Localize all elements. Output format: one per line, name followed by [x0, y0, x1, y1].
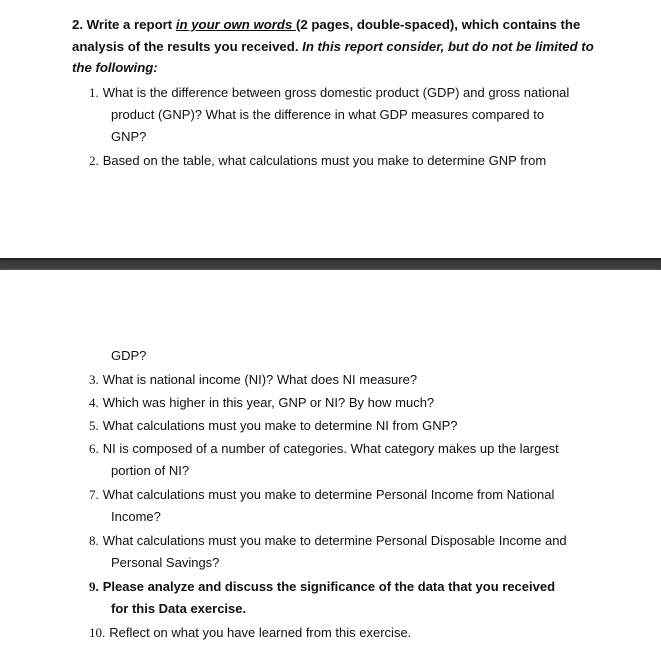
list-item-number: 1.	[89, 85, 99, 100]
list-item-number: 2.	[89, 153, 99, 168]
list-item-1-continuation-2: GNP?	[111, 129, 147, 144]
list-item-number: 6.	[89, 441, 99, 456]
list-item-number: 5.	[89, 418, 99, 433]
list-item-number: 4.	[89, 395, 99, 410]
list-item-number: 10.	[89, 625, 106, 640]
list-item-number: 7.	[89, 487, 99, 502]
list-item-text: Which was higher in this year, GNP or NI? By how much?	[102, 395, 435, 410]
document-page-top	[0, 0, 661, 258]
list-item-6-continuation-1: portion of NI?	[111, 463, 190, 478]
list-item-6	[89, 438, 609, 460]
heading-lead: 2. Write a report	[72, 17, 176, 32]
page-break-divider	[0, 258, 661, 270]
heading-italic-instruction: In this report consider, but do not be limited to the following:	[72, 38, 594, 75]
list-item-number: 8.	[89, 533, 99, 548]
list-item-text: What calculations must you make to determine NI from GNP?	[102, 418, 458, 433]
heading-underlined-phrase: in your own words	[175, 17, 296, 32]
list-item-1-continuation-1: product (GNP)? What is the difference in what GDP measures compared to	[111, 107, 545, 122]
list-item-8	[89, 530, 609, 552]
list-item-text: What calculations must you make to determine Personal Disposable Income and	[102, 533, 567, 548]
list-item-text: What calculations must you make to determine Personal Income from National	[102, 487, 555, 502]
list-item-text: Based on the table, what calculations must you make to determine GNP from	[102, 153, 547, 168]
list-item-text: Reflect on what you have learned from this exercise.	[109, 625, 412, 640]
list-item-4	[89, 392, 609, 414]
list-item-5	[89, 415, 609, 437]
list-item-8-continuation-1: Personal Savings?	[111, 555, 220, 570]
list-item-number: 3.	[89, 372, 99, 387]
list-item-7-continuation-1: Income?	[111, 509, 161, 524]
list-item-text: What is national income (NI)? What does NI measure?	[102, 372, 418, 387]
list-item-7	[89, 484, 609, 506]
list-item-text: NI is composed of a number of categories. What category makes up the largest	[102, 441, 559, 456]
list-item-text: Please analyze and discuss the significance of the data that you received	[102, 579, 556, 594]
list-item-3	[89, 369, 609, 391]
list-item-text: What is the difference between gross domestic product (GDP) and gross national	[102, 85, 570, 100]
list-item-2	[89, 150, 609, 172]
list-item-1	[89, 82, 609, 104]
list-item-2-continuation-1: GDP?	[111, 348, 147, 363]
assignment-heading	[72, 14, 612, 79]
list-item-9-continuation-1: for this Data exercise.	[111, 601, 247, 616]
list-item-number: 9.	[89, 579, 99, 594]
list-item-10	[89, 622, 609, 644]
list-item-9	[89, 576, 609, 598]
heading-mid: (2 pages, double-spaced), which contains the analysis of the results you received.	[72, 17, 581, 54]
